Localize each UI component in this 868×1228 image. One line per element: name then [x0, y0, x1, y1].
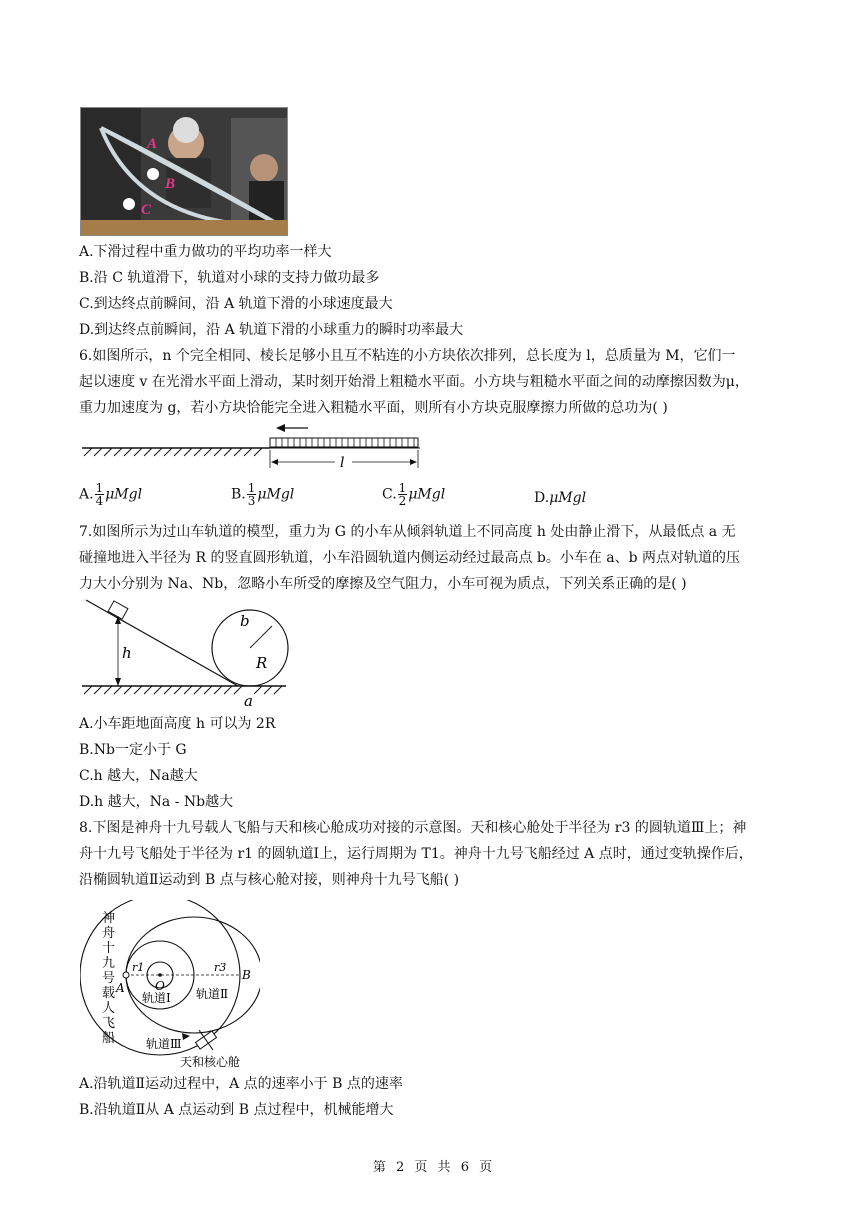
q5-option-d: D.到达终点前瞬间，沿 A 轨道下滑的小球重力的瞬时功率最大	[79, 322, 464, 338]
q6-stem-line-1: 6.如图所示，n 个完全相同、棱长足够小且互不粘连的小方块依次排列，总长度为 l，总质量为 M，它们一	[79, 348, 736, 364]
q7-option-a: A.小车距地面高度 h 可以为 2R	[79, 716, 276, 732]
photo-scene	[81, 108, 287, 235]
q8-vertical-label: 神舟十 九号载 人飞船	[102, 911, 116, 1046]
q6-option-d: D.μMgl	[534, 490, 587, 506]
q5-option-b: B.沿 C 轨道滑下，轨道对小球的支持力做功最多	[79, 270, 380, 286]
q8-label-orbit1: 轨道Ⅰ	[142, 991, 171, 1005]
q7-option-d: D.h 越大，Na - Nb越大	[79, 794, 234, 810]
q6-stem-line-3: 重力加速度为 g，若小方块恰能完全进入粗糙水平面，则所有小方块克服摩擦力所做的总功为( )	[79, 400, 668, 416]
q8-option-b: B.沿轨道Ⅱ从 A 点运动到 B 点过程中，机械能增大	[79, 1102, 394, 1118]
q7-label-b: b	[240, 612, 250, 630]
q8-label-r1: r1	[132, 961, 145, 974]
tracks-photo	[80, 107, 288, 236]
q8-label-a: A	[116, 981, 125, 995]
q7-label-h: h	[122, 644, 132, 662]
q5-option-c: C.到达终点前瞬间，沿 A 轨道下滑的小球速度最大	[79, 296, 393, 312]
photo-label-c: C	[141, 202, 152, 218]
photo-label-b: B	[165, 176, 176, 192]
q8-option-a: A.沿轨道Ⅱ运动过程中，A 点的速率小于 B 点的速率	[79, 1076, 403, 1092]
q7-option-c: C.h 越大，Na越大	[79, 768, 198, 784]
q7-stem-line-2: 碰撞地进入半径为 R 的竖直圆形轨道，小车沿圆轨道内侧运动经过最高点 b。小车在 a、b 两点对轨道的压	[79, 550, 741, 566]
q8-stem-line-1: 8.下图是神舟十九号载人飞船与天和核心舱成功对接的示意图。天和核心舱处于半径为 r3 的圆轨道Ⅲ上；神	[79, 820, 747, 836]
q7-label-r: R	[256, 654, 268, 672]
q8-figure	[80, 900, 260, 1072]
q8-stem-line-3: 沿椭圆轨道Ⅱ运动到 B 点与核心舱对接，则神舟十九号飞船( )	[79, 872, 460, 888]
q7-stem-line-1: 7.如图所示为过山车轨道的模型，重力为 G 的小车从倾斜轨道上不同高度 h 处由静止滑下，从最低点 a 无	[79, 524, 736, 540]
q8-label-o: O	[155, 979, 165, 993]
q7-stem-line-3: 力大小分别为 Na、Nb，忽略小车所受的摩擦及空气阻力，小车可视为质点，下列关系正确的是( )	[79, 576, 687, 592]
q8-label-b: B	[242, 968, 251, 982]
q8-label-r3: r3	[214, 961, 227, 974]
q6-figure-label-l: l	[340, 455, 345, 471]
page-number-footer: 第 2 页 共 6 页	[372, 1160, 496, 1175]
q6-stem-line-2: 起以速度 v 在光滑水平面上滑动，某时刻开始滑上粗糙水平面。小方块与粗糙水平面之间的动摩擦因数为μ，	[79, 374, 749, 390]
q8-label-orbit3: 轨道Ⅲ	[146, 1037, 182, 1051]
q8-label-station: 天和核心舱	[180, 1055, 241, 1069]
q5-option-a: A.下滑过程中重力做功的平均功率一样大	[79, 244, 332, 260]
q6-option-a: A. $\frac{1}{4}$ μMgl	[79, 481, 143, 508]
photo-label-a: A	[147, 136, 158, 152]
q6-figure	[80, 418, 430, 476]
q7-figure	[80, 598, 290, 710]
q7-label-a: a	[244, 692, 253, 710]
q8-stem-line-2: 舟十九号飞船处于半径为 r1 的圆轨道Ⅰ上，运行周期为 T1。神舟十九号飞船经过 A 点时，通过变轨操作后，	[79, 846, 753, 862]
q6-option-c: C. $\frac{1}{2}$ μMgl	[382, 481, 446, 508]
q8-label-orbit2: 轨道Ⅱ	[196, 987, 229, 1001]
q6-option-b: B. $\frac{1}{3}$ μMgl	[231, 481, 295, 508]
q7-option-b: B.Nb一定小于 G	[79, 742, 187, 758]
